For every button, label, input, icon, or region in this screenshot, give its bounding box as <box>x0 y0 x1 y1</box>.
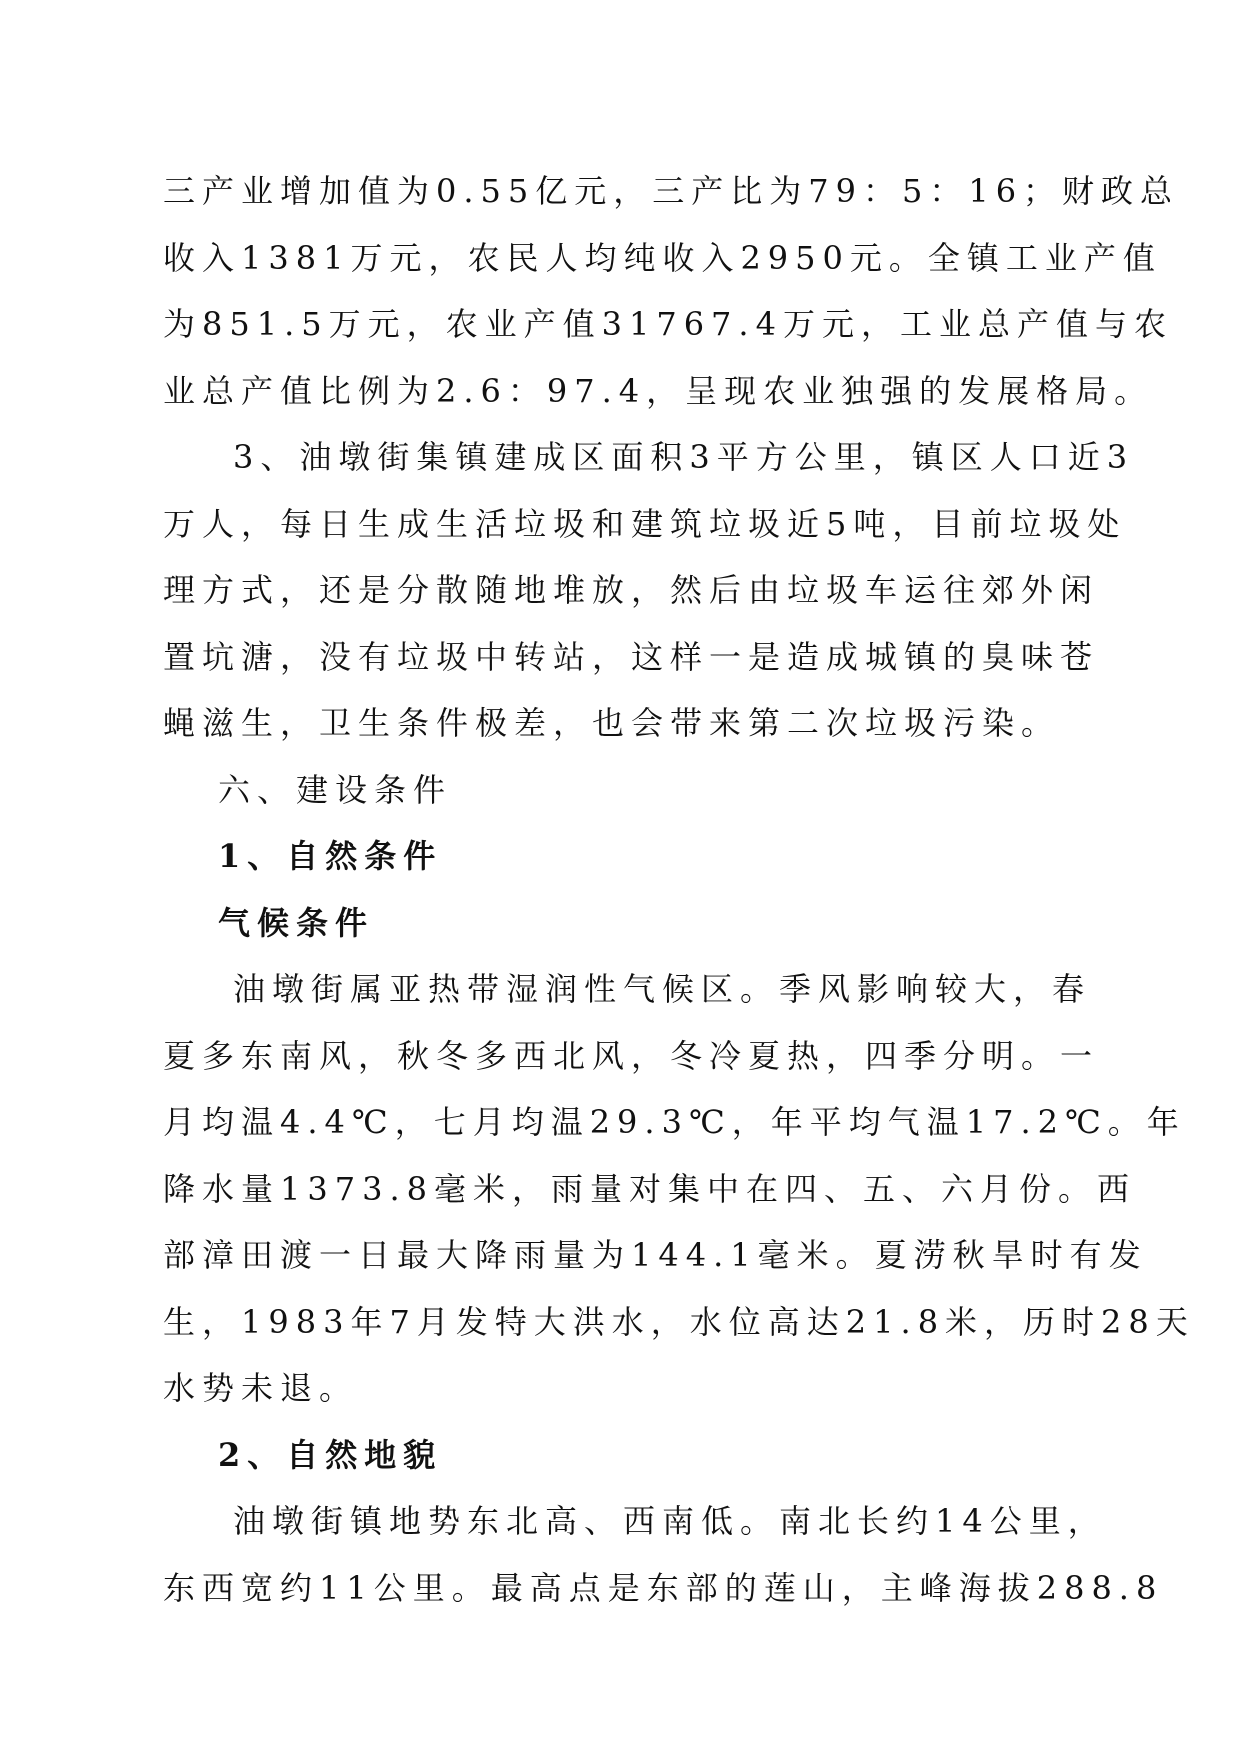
paragraph-line: 理方式，还是分散随地堆放，然后由垃圾车运往郊外闲 <box>163 571 1100 609</box>
paragraph-line: 业总产值比例为2.6：97.4，呈现农业独强的发展格局。 <box>163 371 1154 410</box>
paragraph-line: 降水量1373.8毫米，雨量对集中在四、五、六月份。西 <box>163 1169 1136 1208</box>
paragraph-line: 置坑溏，没有垃圾中转站，这样一是造成城镇的臭味苍 <box>163 637 1100 676</box>
paragraph-line: 3、油墩街集镇建成区面积3平方公里，镇区人口近3 <box>233 438 1135 476</box>
section-heading: 六、建设条件 <box>218 770 453 809</box>
paragraph-line: 为851.5万元，农业产值31767.4万元，工业总产值与农 <box>163 305 1173 343</box>
paragraph-line: 三产业增加值为0.55亿元，三产比为79：5：16；财政总 <box>163 172 1180 210</box>
paragraph-line: 东西宽约11公里。最高点是东部的莲山，主峰海拔288.8 <box>163 1568 1164 1607</box>
paragraph-line: 收入1381万元，农民人均纯收入2950元。全镇工业产值 <box>163 238 1162 277</box>
subsection-heading: 2、自然地貌 <box>218 1435 443 1474</box>
paragraph-line: 万人，每日生成生活垃圾和建筑垃圾近5吨，目前垃圾处 <box>163 504 1127 543</box>
subsection-heading: 1、自然条件 <box>218 837 443 875</box>
paragraph-line: 油墩街属亚热带湿润性气候区。季风影响较大，春 <box>233 970 1092 1008</box>
paragraph-line: 月均温4.4℃，七月均温29.3℃，年平均气温17.2℃。年 <box>163 1103 1186 1141</box>
paragraph-line: 蝇滋生，卫生条件极差，也会带来第二次垃圾污染。 <box>163 704 1061 742</box>
paragraph-line: 水势未退。 <box>163 1369 359 1407</box>
paragraph-line: 夏多东南风，秋冬多西北风，冬冷夏热，四季分明。一 <box>163 1036 1100 1075</box>
subsection-heading: 气候条件 <box>218 903 375 942</box>
paragraph-line: 生，1983年7月发特大洪水，水位高达21.8米，历时28天 <box>163 1302 1195 1341</box>
document-body <box>163 158 1195 1621</box>
paragraph-line: 部漳田渡一日最大降雨量为144.1毫米。夏涝秋旱时有发 <box>163 1236 1148 1274</box>
paragraph-line: 油墩街镇地势东北高、西南低。南北长约14公里， <box>233 1502 1107 1540</box>
